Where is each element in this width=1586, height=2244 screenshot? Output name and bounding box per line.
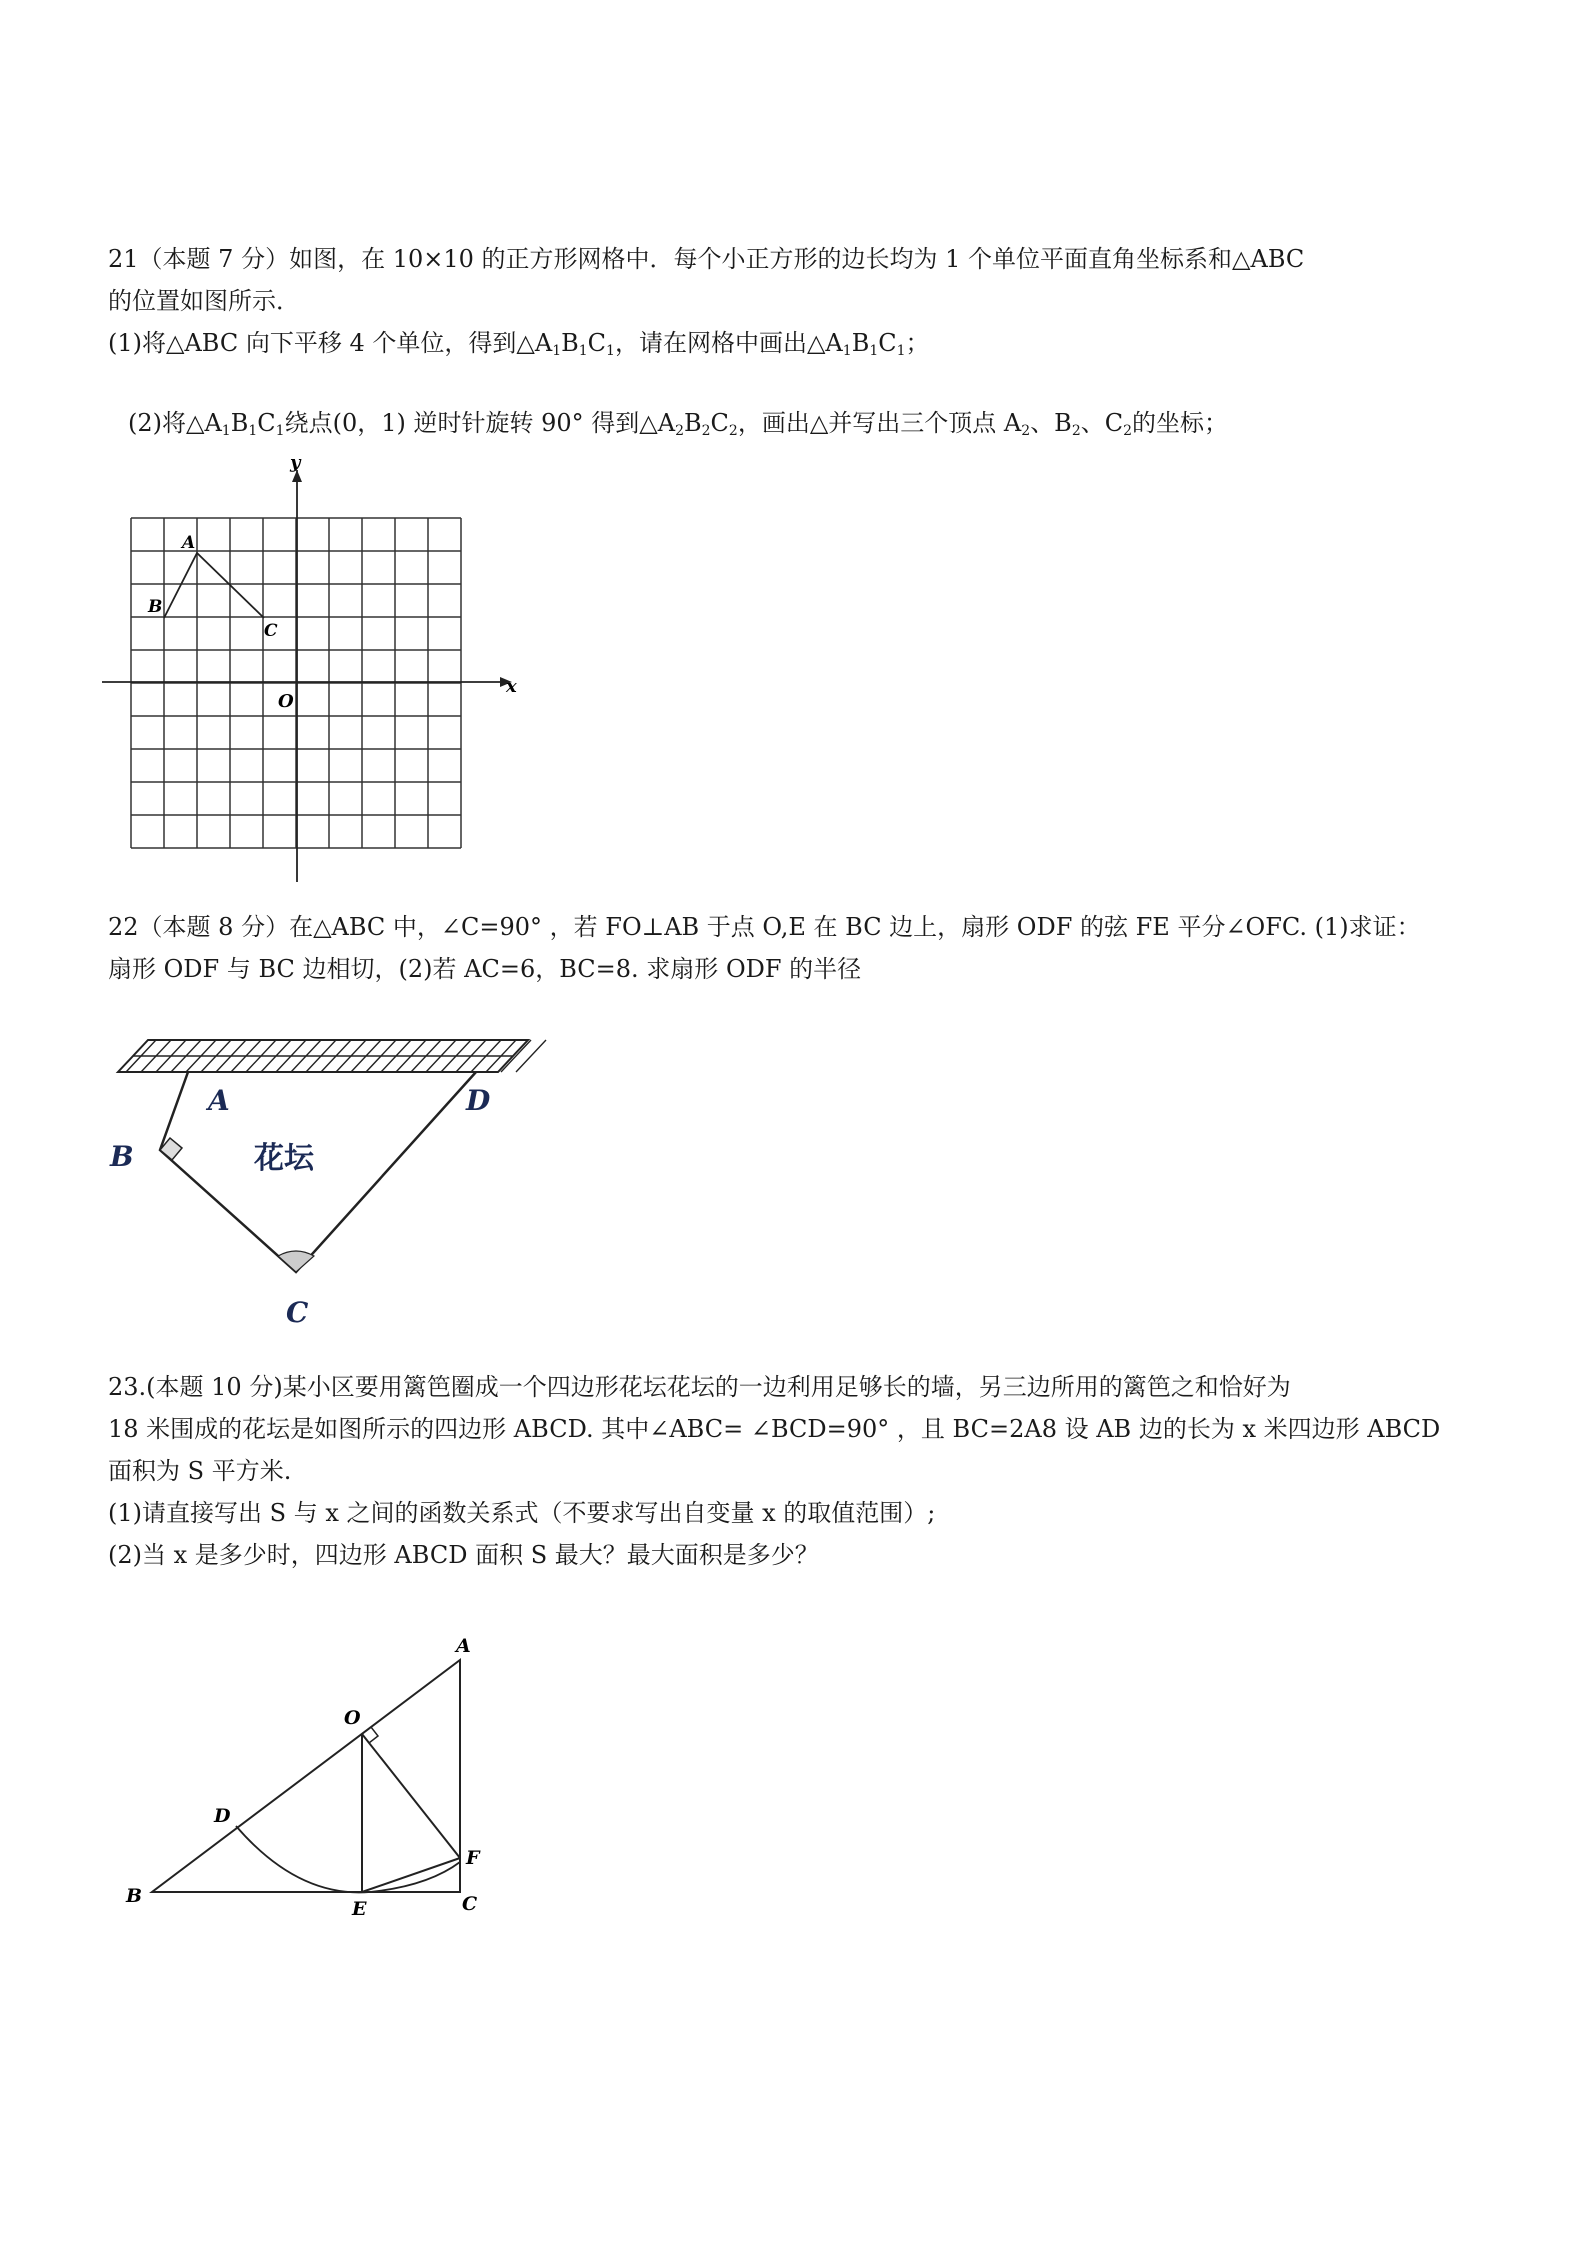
- label-a: A: [208, 1084, 230, 1117]
- label-e: E: [352, 1898, 367, 1920]
- q22-flowerbed-figure: [108, 1040, 568, 1340]
- label-c: C: [286, 1296, 309, 1329]
- q23-part-2: (2)当 x 是多少时，四边形 ABCD 面积 S 最大？最大面积是多少？: [108, 1541, 819, 1569]
- q23-line-2: 18 米围成的花坛是如图所示的四边形 ABCD. 其中∠ABC= ∠BCD=90° ，且 BC=2A8 设 AB 边的长为 x 米四边形 ABCD: [108, 1415, 1441, 1443]
- q21-coordinate-grid: [100, 450, 520, 890]
- label-d: D: [214, 1805, 231, 1827]
- right-angle-mark-o: [362, 1727, 378, 1743]
- label-b: B: [110, 1140, 134, 1173]
- point-c-label: C: [264, 621, 278, 641]
- arc-df: [236, 1826, 460, 1892]
- q22-line-2: 扇形 ODF 与 BC 边相切，(2)若 AC=6，BC=8. 求扇形 ODF 的半径: [108, 955, 862, 983]
- label-c: C: [462, 1893, 478, 1915]
- x-axis-label: x: [506, 676, 517, 697]
- q23-part-1: (1)请直接写出 S 与 x 之间的函数关系式（不要求写出自变量 x 的取值范围）;: [108, 1499, 936, 1527]
- label-o: O: [344, 1707, 361, 1729]
- q23-line-3: 面积为 S 平方米.: [108, 1457, 292, 1485]
- q23-triangle-figure: [108, 1630, 508, 1920]
- segment-ef: [362, 1858, 460, 1892]
- wall-hatch-line: [516, 1040, 546, 1072]
- origin-label: O: [278, 691, 294, 712]
- q23-line-1: 23.(本题 10 分)某小区要用篱笆圈成一个四边形花坛花坛的一边利用足够长的墙，另三边所用的篱笆之和恰好为: [108, 1373, 1291, 1401]
- label-d: D: [466, 1084, 491, 1117]
- point-b-label: B: [148, 597, 163, 617]
- q21-part-2: (2)将$\triangle A_1B_1C_1$绕点(0，1) 逆时针旋转 90° 得到$\triangle A_2B_2C_2$，画出△并写出三个顶点 $A_2$、$B_2$、$C_2$的坐标；: [128, 409, 1229, 439]
- label-b: B: [126, 1885, 143, 1907]
- q21-line-1: 21（本题 7 分）如图，在 10×10 的正方形网格中．每个小正方形的边长均为 1 个单位平面直角坐标系和△ABC: [108, 245, 1305, 273]
- label-a: A: [456, 1635, 471, 1657]
- q22-line-1: 22（本题 8 分）在△ABC 中，∠C=90° ，若 FO⊥AB 于点 O,E 在 BC 边上，扇形 ODF 的弦 FE 平分∠OFC. (1)求证：: [108, 913, 1421, 941]
- triangle-abc: [164, 553, 264, 618]
- segment-of: [362, 1734, 460, 1858]
- garden-label: 花坛: [254, 1141, 314, 1176]
- label-f: F: [466, 1847, 480, 1869]
- triangle-abc: [152, 1660, 460, 1892]
- y-axis-label: y: [290, 452, 301, 473]
- angle-mark-c: [278, 1251, 314, 1272]
- q21-line-2: 的位置如图所示．: [108, 287, 300, 315]
- q21-part-1: (1)将△ABC 向下平移 4 个单位，得到$\triangle A_1B_1C_1$，请在网格中画出$\triangle A_1B_1C_1$；: [108, 329, 930, 359]
- point-a-label: A: [182, 533, 196, 553]
